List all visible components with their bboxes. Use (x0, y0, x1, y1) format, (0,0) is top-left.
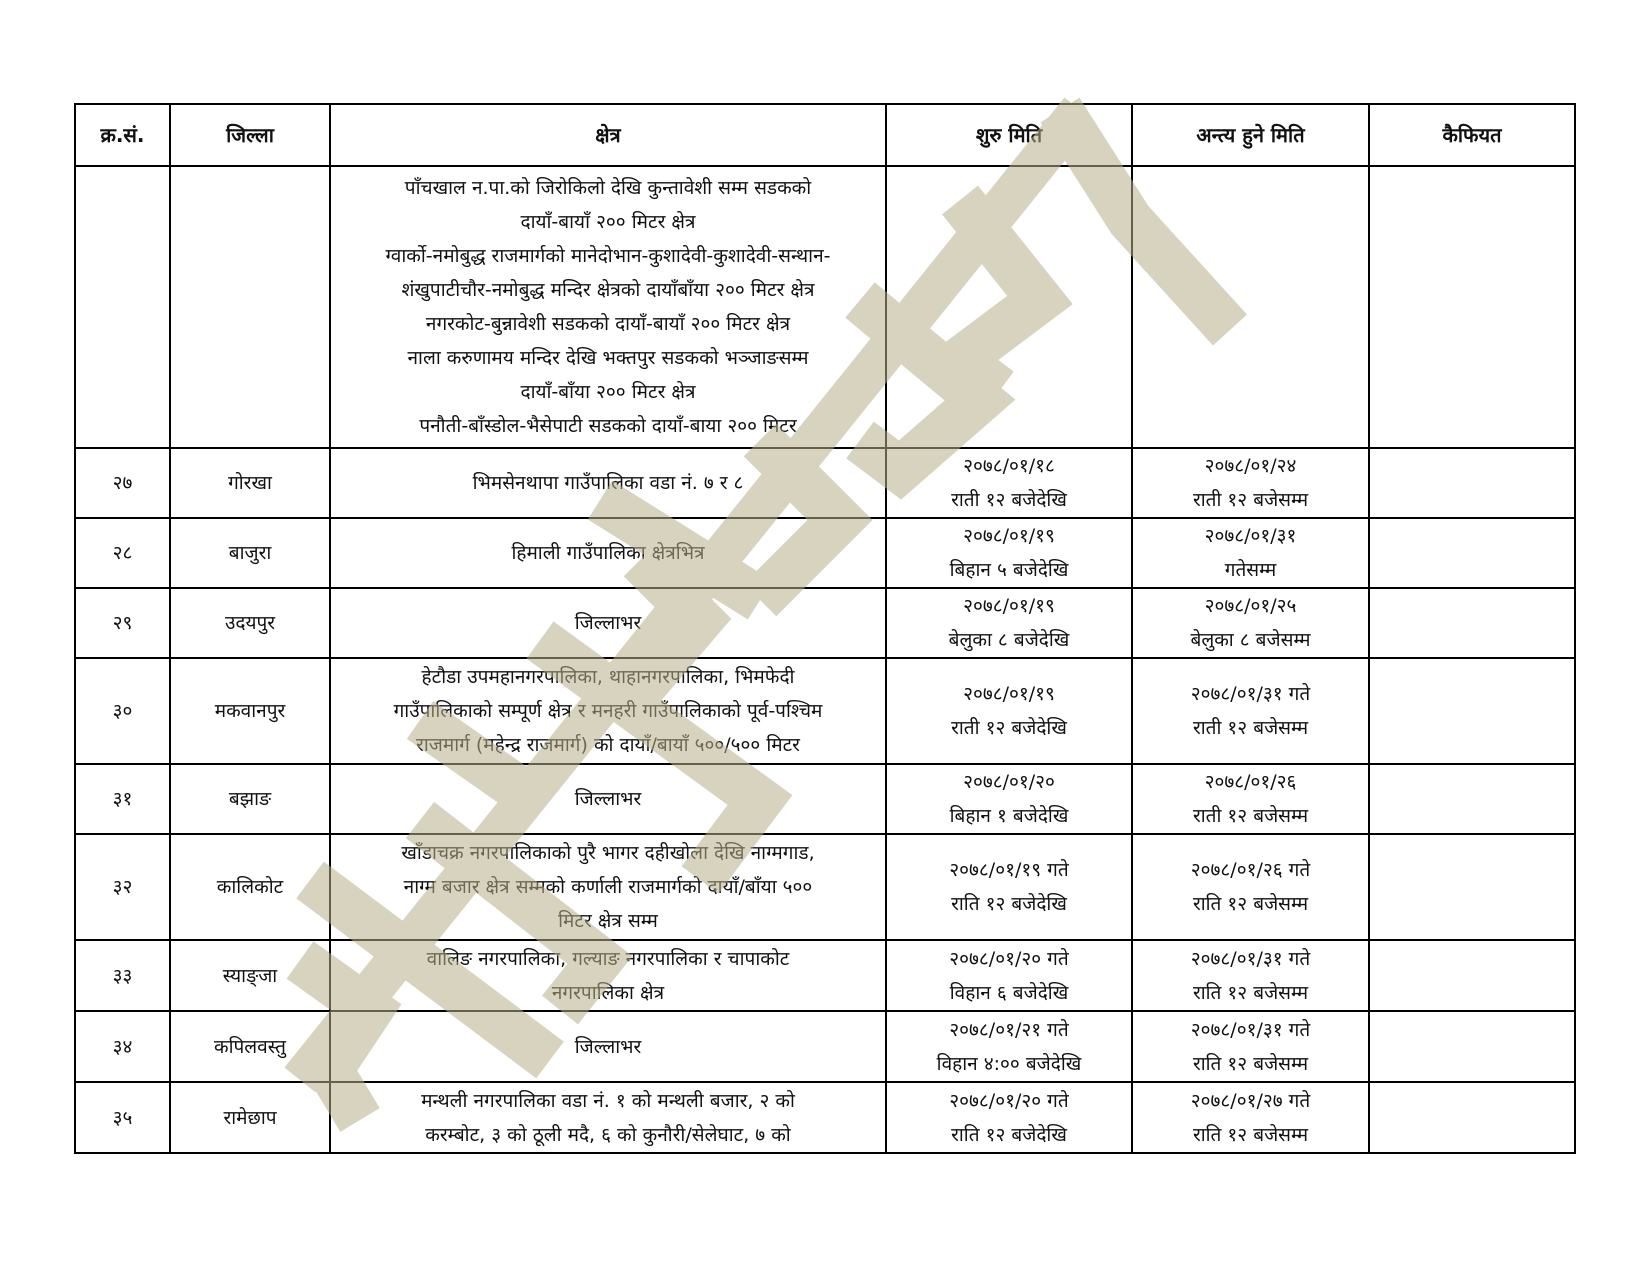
cell-sn: २७ (75, 448, 170, 518)
cell-sn: ३२ (75, 834, 170, 940)
cell-sn: २८ (75, 518, 170, 588)
cell-end-date: २०७८/०१/३१ गते राती १२ बजेसम्म (1132, 658, 1369, 764)
cell-area: जिल्लाभर (330, 588, 886, 658)
cell-start-date: २०७८/०१/२१ गते विहान ४:०० बजेदेखि (886, 1011, 1132, 1082)
header-area: क्षेत्र (330, 104, 886, 166)
cell-sn: ३५ (75, 1082, 170, 1153)
cell-district: गोरखा (170, 448, 330, 518)
cell-area: भिमसेनथापा गाउँपालिका वडा नं. ७ र ८ (330, 448, 886, 518)
table-row (75, 940, 1575, 1011)
cell-district: बाजुरा (170, 518, 330, 588)
cell-remarks (1369, 1082, 1575, 1153)
cell-remarks (1369, 834, 1575, 940)
cell-sn: ३० (75, 658, 170, 764)
cell-district: कपिलवस्तु (170, 1011, 330, 1082)
cell-area: हेटौडा उपमहानगरपालिका, थाहानगरपालिका, भिमफेदी गाउँपालिकाको सम्पूर्ण क्षेत्र र मनहरी गाउँपालिकाको पूर्व-पश्चिम राजमार्ग (महेन्द्र राजमार्ग) को दायाँ/बायाँ ५००/५०० मिटर (330, 658, 886, 764)
cell-end-date: २०७८/०१/३१ गते राति १२ बजेसम्म (1132, 940, 1369, 1011)
cell-sn (75, 166, 170, 448)
cell-district (170, 166, 330, 448)
cell-end-date: २०७८/०१/२६ गते राति १२ बजेसम्म (1132, 834, 1369, 940)
cell-area: पाँचखाल न.पा.को जिरोकिलो देखि कुन्तावेशी सम्म सडकको दायाँ-बायाँ २०० मिटर क्षेत्र ग्वार्को-नमोबुद्ध राजमार्गको मानेदोभान-कुशादेवी-कुशादेवी-सन्थान- शंखुपाटीचौर-नमोबुद्ध मन्दिर क्षेत्रको दायाँबाँया २०० मिटर क्षेत्र नगरकोट-बुन्नावेशी सडकको दायाँ-बायाँ २०० मिटर क्षेत्र नाला करुणामय मन्दिर देखि भक्तपुर सडकको भञ्जाङसम्म दायाँ-बाँया २०० मिटर क्षेत्र पनौती-बाँस्डोल-भैसेपाटी सडकको दायाँ-बाया २०० मिटर (330, 166, 886, 448)
table-row (75, 1011, 1575, 1082)
cell-sn: ३४ (75, 1011, 170, 1082)
cell-end-date (1132, 166, 1369, 448)
header-sn: क्र.सं. (75, 104, 170, 166)
cell-remarks (1369, 764, 1575, 834)
cell-start-date: २०७८/०१/२० बिहान १ बजेदेखि (886, 764, 1132, 834)
cell-start-date: २०७८/०१/१९ राती १२ बजेदेखि (886, 658, 1132, 764)
cell-sn: ३१ (75, 764, 170, 834)
cell-end-date: २०७८/०१/२७ गते राति १२ बजेसम्म (1132, 1082, 1369, 1153)
cell-start-date (886, 166, 1132, 448)
cell-start-date: २०७८/०१/१९ बिहान ५ बजेदेखि (886, 518, 1132, 588)
cell-sn: २९ (75, 588, 170, 658)
cell-end-date: २०७८/०१/३१ गते राति १२ बजेसम्म (1132, 1011, 1369, 1082)
header-start-date: शुरु मिति (886, 104, 1132, 166)
cell-remarks (1369, 1011, 1575, 1082)
cell-area: हिमाली गाउँपालिका क्षेत्रभित्र (330, 518, 886, 588)
cell-end-date: २०७८/०१/२६ राती १२ बजेसम्म (1132, 764, 1369, 834)
header-remarks: कैफियत (1369, 104, 1575, 166)
cell-area: जिल्लाभर (330, 1011, 886, 1082)
header-district: जिल्ला (170, 104, 330, 166)
cell-area: मन्थली नगरपालिका वडा नं. १ को मन्थली बजार, २ को करम्बोट, ३ को ठूली मदै, ६ को कुनौरी/सेलेघाट, ७ को (330, 1082, 886, 1153)
table-row (75, 834, 1575, 940)
table-row (75, 764, 1575, 834)
cell-district: उदयपुर (170, 588, 330, 658)
cell-start-date: २०७८/०१/१८ राती १२ बजेदेखि (886, 448, 1132, 518)
cell-district: रामेछाप (170, 1082, 330, 1153)
cell-start-date: २०७८/०१/२० गते विहान ६ बजेदेखि (886, 940, 1132, 1011)
cell-start-date: २०७८/०१/१९ बेलुका ८ बजेदेखि (886, 588, 1132, 658)
table-row (75, 588, 1575, 658)
table-row (75, 448, 1575, 518)
cell-end-date: २०७८/०१/२४ राती १२ बजेसम्म (1132, 448, 1369, 518)
table-row (75, 518, 1575, 588)
table-row (75, 1082, 1575, 1153)
cell-start-date: २०७८/०१/१९ गते राति १२ बजेदेखि (886, 834, 1132, 940)
header-row (75, 104, 1575, 166)
cell-area: वालिङ नगरपालिका, गल्याङ नगरपालिका र चापाकोट नगरपालिका क्षेत्र (330, 940, 886, 1011)
cell-district: कालिकोट (170, 834, 330, 940)
cell-remarks (1369, 588, 1575, 658)
cell-district: बझाङ (170, 764, 330, 834)
cell-remarks (1369, 448, 1575, 518)
header-end-date: अन्त्य हुने मिति (1132, 104, 1369, 166)
cell-area: जिल्लाभर (330, 764, 886, 834)
prohibitory-order-table (74, 103, 1576, 1154)
cell-start-date: २०७८/०१/२० गते राति १२ बजेदेखि (886, 1082, 1132, 1153)
cell-area: खाँडाचक्र नगरपालिकाको पुरै भागर दहीखोला देखि नाग्मगाड, नाग्म बजार क्षेत्र सम्मको कर्णाली राजमार्गको दायाँ/बाँया ५०० मिटर क्षेत्र सम्म (330, 834, 886, 940)
cell-remarks (1369, 658, 1575, 764)
cell-sn: ३३ (75, 940, 170, 1011)
cell-end-date: २०७८/०१/२५ बेलुका ८ बजेसम्म (1132, 588, 1369, 658)
cell-district: मकवानपुर (170, 658, 330, 764)
cell-remarks (1369, 940, 1575, 1011)
cell-remarks (1369, 518, 1575, 588)
table-row-continuation (75, 166, 1575, 448)
cell-district: स्याङ्जा (170, 940, 330, 1011)
cell-end-date: २०७८/०१/३१ गतेसम्म (1132, 518, 1369, 588)
table-row (75, 658, 1575, 764)
cell-remarks (1369, 166, 1575, 448)
